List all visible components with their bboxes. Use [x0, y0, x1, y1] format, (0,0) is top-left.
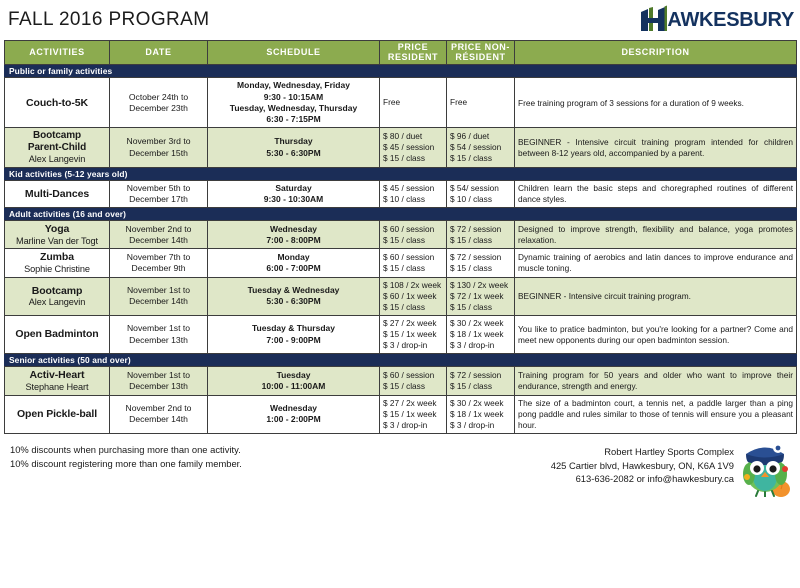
cell-schedule-line: 9:30 - 10:15AM	[263, 91, 324, 102]
cell-price-non-resident-line: $ 15 / class	[450, 263, 492, 274]
cell-date-line: October 24th to	[128, 91, 189, 102]
program-table	[4, 40, 797, 434]
cell-schedule-line: Wednesday	[269, 223, 318, 234]
cell-price-non-resident	[447, 78, 515, 128]
cell-date-line: December 9th	[131, 263, 186, 274]
activity-instructor: Alex Langevin	[28, 153, 86, 164]
cell-price-non-resident-line: $ 18 / 1x week	[450, 329, 504, 340]
cell-schedule	[208, 128, 380, 167]
cell-price-resident-line: $ 15 / class	[383, 301, 425, 312]
contact-info	[551, 443, 734, 486]
cell-schedule-line: Monday	[277, 251, 310, 262]
cell-price-non-resident-line: $ 30 / 2x week	[450, 318, 504, 328]
cell-price-non-resident	[447, 128, 515, 167]
cell-date	[110, 316, 208, 354]
cell-price-non-resident-line: $ 10 / class	[450, 193, 492, 204]
cell-price-resident-line: $ 15 / class	[383, 263, 425, 274]
cell-price-non-resident	[447, 395, 515, 433]
cell-description: Training program for 50 years and older who want to improve their endurance, strength and energy.	[515, 367, 797, 395]
cell-schedule-line: Monday, Wednesday, Friday	[237, 80, 350, 91]
table-header-row	[5, 41, 797, 65]
table-body	[5, 65, 797, 433]
activity-instructor: Stephane Heart	[25, 381, 89, 392]
section-banner-row	[5, 208, 797, 221]
cell-price-non-resident-line: Free	[450, 97, 468, 108]
cell-price-non-resident	[447, 221, 515, 249]
cell-price-resident-line: $ 3 / drop-in	[383, 419, 428, 430]
cell-price-non-resident-line: $ 15 / class	[450, 380, 492, 391]
cell-description: Designed to improve strength, flexibility and balance, yoga promotes relaxation.	[515, 221, 797, 249]
cell-date-line: December 14th	[129, 414, 188, 425]
table-row	[5, 78, 797, 128]
cell-activity	[5, 221, 110, 249]
cell-description: BEGINNER - Intensive circuit training program.	[515, 277, 797, 315]
contact-address: 425 Cartier blvd, Hawkesbury, ON, K6A 1V9	[550, 459, 734, 471]
activity-name: Open Badminton	[15, 328, 99, 341]
cell-price-non-resident-line: $ 54/ session	[450, 182, 499, 193]
cell-schedule-line: 1:00 - 2:00PM	[266, 414, 321, 425]
cell-date	[110, 128, 208, 167]
cell-date	[110, 78, 208, 128]
price-non-resident-line1: PRICE NON-	[450, 42, 510, 52]
page-footer	[0, 434, 800, 497]
cell-price-non-resident	[447, 367, 515, 395]
cell-date	[110, 249, 208, 277]
table-row	[5, 249, 797, 277]
cell-activity	[5, 128, 110, 167]
cell-price-non-resident-line: $ 15 / class	[450, 301, 492, 312]
activity-name: Open Pickle-ball	[16, 408, 98, 421]
page-header	[0, 0, 800, 40]
cell-schedule-line: 6:30 - 7:15PM	[266, 114, 321, 125]
hawkesbury-h-logo-icon	[639, 5, 669, 35]
column-header-date: DATE	[110, 41, 208, 65]
cell-price-resident-line: $ 60 / session	[383, 251, 435, 262]
cell-price-resident-line: $ 10 / class	[383, 193, 425, 204]
cell-description: BEGINNER - Intensive circuit training program intended for children between 8-12 years old, accompanied by a parent.	[515, 128, 797, 167]
contact-venue: Robert Hartley Sports Complex	[604, 445, 734, 457]
table-header	[5, 41, 797, 65]
cell-schedule-line: 6:00 - 7:00PM	[266, 263, 321, 274]
cell-date	[110, 277, 208, 315]
cell-price-resident-line: $ 27 / 2x week	[383, 397, 437, 408]
cell-description: Children learn the basic steps and choregraphed routines of different dance styles.	[515, 180, 797, 207]
cell-schedule-line: 5:30 - 6:30PM	[266, 147, 321, 158]
cell-date	[110, 395, 208, 433]
activity-name: Zumba	[40, 251, 74, 264]
activity-name: Multi-Dances	[24, 187, 90, 200]
cell-schedule	[208, 249, 380, 277]
cell-price-resident	[380, 316, 447, 354]
cell-schedule-line: Tuesday & Wednesday	[247, 285, 340, 296]
activity-name: Parent-Child	[27, 142, 87, 154]
hawkesbury-logo	[639, 3, 794, 37]
price-resident-line1: PRICE	[397, 42, 429, 52]
cell-price-non-resident	[447, 316, 515, 354]
contact-block	[551, 443, 794, 497]
cell-date-line: November 5th to	[126, 182, 191, 193]
cell-date	[110, 367, 208, 395]
cell-price-resident	[380, 395, 447, 433]
cell-schedule-line: 7:00 - 8:00PM	[266, 234, 321, 245]
table-row	[5, 316, 797, 354]
cell-price-resident-line: $ 45 / session	[383, 182, 435, 193]
cell-price-resident	[380, 277, 447, 315]
cell-price-non-resident-line: $ 72 / session	[450, 251, 502, 262]
table-row	[5, 180, 797, 207]
table-row	[5, 128, 797, 167]
cell-price-non-resident-line: $ 72 / session	[450, 223, 502, 234]
cell-activity	[5, 277, 110, 315]
column-header-activities: ACTIVITIES	[5, 41, 110, 65]
cell-date-line: December 17th	[129, 193, 188, 204]
cell-price-resident-line: $ 45 / session	[383, 141, 435, 152]
cell-schedule	[208, 180, 380, 207]
discount-notes	[10, 443, 242, 470]
cell-price-resident-line: $ 60 / 1x week	[383, 290, 437, 301]
cell-schedule	[208, 277, 380, 315]
cell-activity	[5, 180, 110, 207]
cell-price-non-resident-line: $ 72 / session	[450, 369, 502, 380]
cell-price-resident-line: $ 3 / drop-in	[383, 340, 428, 351]
cell-schedule	[208, 395, 380, 433]
cell-date	[110, 221, 208, 249]
price-resident-line2: RESIDENT	[387, 51, 439, 62]
activity-name: Yoga	[44, 223, 70, 236]
cell-date-line: November 2nd to	[125, 223, 192, 234]
column-header-price-resident	[380, 41, 447, 65]
cell-date-line: December 23th	[129, 102, 188, 113]
discount-line-1: 10% discounts when purchasing more than one activity.	[10, 443, 241, 455]
section-banner-label: Kid activities (5-12 years old)	[5, 167, 797, 180]
cell-price-resident-line: $ 15 / 1x week	[383, 408, 437, 419]
cell-schedule	[208, 367, 380, 395]
cell-price-resident-line: $ 15 / class	[383, 234, 425, 245]
cell-activity	[5, 395, 110, 433]
cell-price-resident-line: $ 108 / 2x week	[383, 279, 442, 290]
activity-instructor: Alex Langevin	[28, 297, 86, 308]
cell-price-resident-line: $ 60 / session	[383, 369, 435, 380]
section-banner-label: Senior activities (50 and over)	[5, 354, 797, 367]
cell-price-resident-line: Free	[383, 97, 401, 108]
cell-price-resident	[380, 180, 447, 207]
section-banner-label: Public or family activities	[5, 65, 797, 78]
cell-price-resident	[380, 78, 447, 128]
cell-activity	[5, 316, 110, 354]
cell-schedule-line: Tuesday & Thursday	[252, 323, 335, 334]
section-banner-row	[5, 354, 797, 367]
table-row	[5, 395, 797, 433]
cell-description: Dynamic training of aerobics and latin dances to improve endurance and muscle toning.	[515, 249, 797, 277]
cell-price-non-resident	[447, 180, 515, 207]
activity-instructor: Sophie Christine	[24, 263, 90, 274]
cell-price-resident-line: $ 80 / duet	[383, 130, 423, 141]
cell-price-non-resident-line: $ 15 / class	[450, 153, 492, 164]
table-row	[5, 277, 797, 315]
price-non-resident-line2: RÉSIDENT	[455, 51, 506, 62]
cell-price-non-resident	[447, 249, 515, 277]
cell-date-line: November 2nd to	[125, 403, 192, 414]
cell-schedule	[208, 78, 380, 128]
cell-price-non-resident-line: $ 130 / 2x week	[450, 279, 509, 290]
cell-price-resident	[380, 249, 447, 277]
activity-name: Couch-to-5K	[26, 96, 88, 109]
cell-date-line: November 7th to	[126, 251, 191, 262]
cell-date-line: December 13th	[129, 380, 188, 391]
cell-activity	[5, 78, 110, 128]
section-banner-row	[5, 167, 797, 180]
cell-schedule	[208, 221, 380, 249]
activity-name: Bootcamp	[32, 130, 82, 142]
discount-line-2: 10% discount registering more than one family member.	[10, 457, 242, 469]
cell-schedule-line: 9:30 - 10:30AM	[263, 193, 324, 204]
cell-schedule-line: Wednesday	[269, 403, 318, 413]
cell-price-non-resident-line: $ 30 / 2x week	[450, 397, 504, 408]
activity-instructor: Marline Van der Togt	[16, 235, 98, 246]
cell-price-non-resident	[447, 277, 515, 315]
activity-name: Bootcamp	[31, 284, 83, 297]
cell-schedule-line: 5:30 - 6:30PM	[266, 296, 321, 307]
cell-date-line: November 1st to	[126, 285, 191, 296]
cell-price-resident-line: $ 60 / session	[383, 223, 435, 234]
cell-schedule	[208, 316, 380, 354]
activity-name: Activ-Heart	[29, 369, 85, 382]
cell-price-non-resident-line: $ 72 / 1x week	[450, 290, 504, 301]
column-header-schedule: SCHEDULE	[208, 41, 380, 65]
cell-price-resident	[380, 221, 447, 249]
cell-date	[110, 180, 208, 207]
cell-price-non-resident-line: $ 96 / duet	[450, 130, 490, 141]
cell-schedule-line: Saturday	[275, 182, 312, 193]
owl-mascot-icon	[738, 439, 794, 497]
cell-description: The size of a badminton court, a tennis net, a paddle larger than a ping pong paddle and rules similar to those of tennis will ensure you a pleasant hour.	[515, 395, 797, 433]
cell-price-resident-line: $ 27 / 2x week	[383, 318, 437, 328]
cell-activity	[5, 249, 110, 277]
cell-price-non-resident-line: $ 54 / session	[450, 141, 502, 152]
cell-price-resident	[380, 367, 447, 395]
cell-schedule-line: 7:00 - 9:00PM	[266, 334, 321, 345]
cell-price-resident	[380, 128, 447, 167]
cell-schedule-line: Tuesday, Wednesday, Thursday	[229, 102, 358, 113]
cell-schedule-line: 10:00 - 11:00AM	[261, 380, 326, 391]
cell-schedule-line: Tuesday	[276, 369, 311, 380]
column-header-description: DESCRIPTION	[515, 41, 797, 65]
column-header-price-non-resident	[447, 41, 515, 65]
cell-price-non-resident-line: $ 3 / drop-in	[450, 419, 495, 430]
cell-price-non-resident-line: $ 15 / class	[450, 234, 492, 245]
cell-schedule-line: Thursday	[274, 136, 313, 147]
cell-date-line: November 1st to	[126, 369, 191, 380]
contact-phone-email: 613-636-2082 or info@hawkesbury.ca	[575, 473, 734, 485]
cell-date-line: November 1st to	[126, 323, 191, 334]
table-row	[5, 367, 797, 395]
cell-price-non-resident-line: $ 18 / 1x week	[450, 408, 504, 419]
cell-price-non-resident-line: $ 3 / drop-in	[450, 340, 495, 351]
logo-wordmark: AWKESBURY	[667, 9, 794, 31]
cell-description: Free training program of 3 sessions for a duration of 9 weeks.	[515, 78, 797, 128]
cell-price-resident-line: $ 15 / class	[383, 380, 425, 391]
section-banner-label: Adult activities (16 and over)	[5, 208, 797, 221]
cell-date-line: December 13th	[129, 334, 188, 345]
table-row	[5, 221, 797, 249]
cell-description: You like to pratice badminton, but you're looking for a partner? Come and meet new opponents during our open badminton session.	[515, 316, 797, 354]
cell-price-resident-line: $ 15 / 1x week	[383, 329, 437, 340]
cell-price-resident-line: $ 15 / class	[383, 153, 425, 164]
cell-date-line: November 3rd to	[126, 136, 191, 147]
section-banner-row	[5, 65, 797, 78]
cell-activity	[5, 367, 110, 395]
cell-date-line: December 14th	[129, 234, 188, 245]
cell-date-line: December 15th	[129, 147, 188, 158]
page-title: FALL 2016 PROGRAM	[8, 9, 210, 30]
cell-date-line: December 14th	[129, 296, 188, 307]
